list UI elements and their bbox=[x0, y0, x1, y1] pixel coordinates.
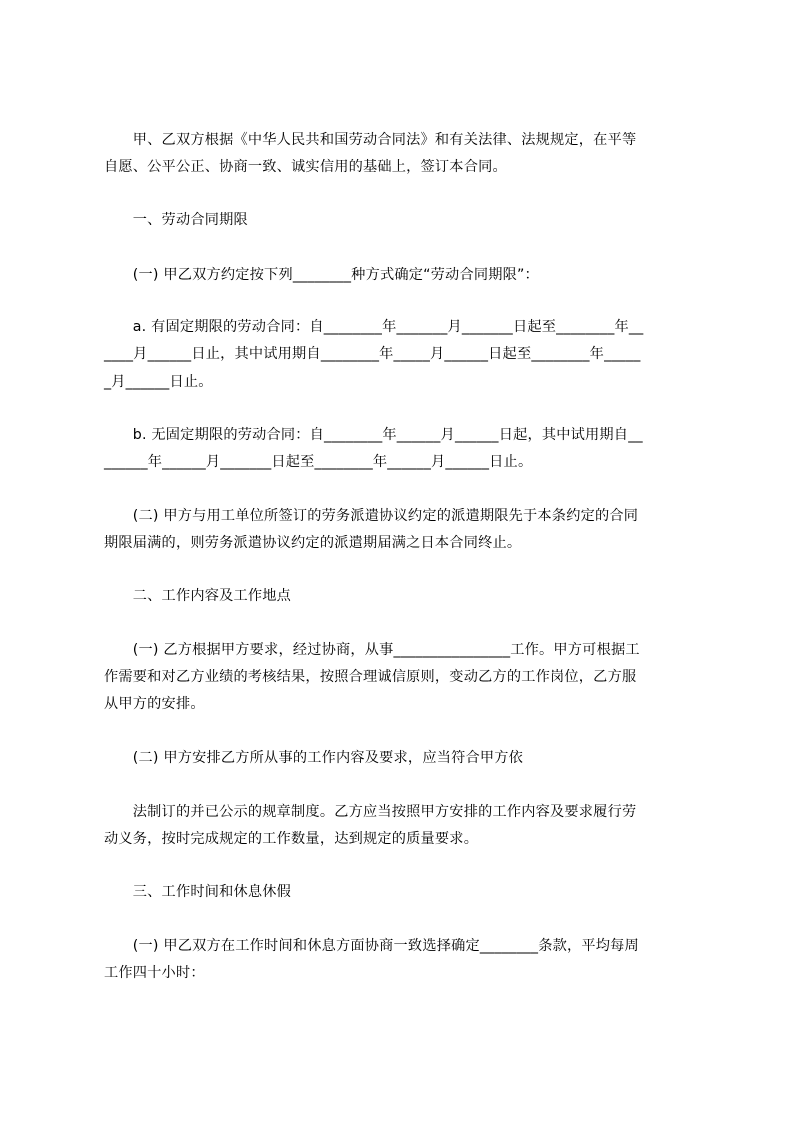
section-1-heading: 一、劳动合同期限 bbox=[104, 212, 248, 228]
clause-2-1-line-1: (一) 乙方根据甲方要求，经过协商，从事________________工作。甲方可根据工 bbox=[104, 642, 640, 658]
clause-1-2-line-1: (二) 甲方与用工单位所签订的劳务派遣协议约定的派遣期限先于本条约定的合同 bbox=[104, 508, 639, 524]
clause-1-b-line-1: b. 无固定期限的劳动合同：自________年______月______日起，其中试用期自__ bbox=[104, 427, 643, 443]
clause-3-1-line-2: 工作四十小时： bbox=[104, 965, 205, 981]
clause-1-b-line-2: ______年______月_______日起至________年______月______日止。 bbox=[104, 454, 533, 470]
clause-2-2-line-3: 动义务，按时完成规定的工作数量，达到规定的质量要求。 bbox=[104, 831, 479, 847]
intro-line-1: 甲、乙双方根据《中华人民共和国劳动合同法》和有关法律、法规规定，在平等 bbox=[104, 132, 637, 148]
intro-line-2: 自愿、公平公正、协商一致、诚实信用的基础上，签订本合同。 bbox=[104, 159, 507, 175]
clause-1-a-line-3: _月______日止。 bbox=[104, 374, 213, 390]
clause-2-2-line-2: 法制订的并已公示的规章制度。乙方应当按照甲方安排的工作内容及要求履行劳 bbox=[104, 804, 637, 820]
clause-1-a-line-1: a. 有固定期限的劳动合同：自________年_______月_______日起至________年__ bbox=[104, 319, 644, 335]
clause-1-2-line-2: 期限届满的，则劳务派遣协议约定的派遣期届满之日本合同终止。 bbox=[104, 535, 522, 551]
section-2-heading: 二、工作内容及工作地点 bbox=[104, 588, 292, 604]
clause-3-1-line-1: (一) 甲乙双方在工作时间和休息方面协商一致选择确定________条款，平均每周 bbox=[104, 938, 639, 954]
clause-1-a-line-2: ____月______日止，其中试用期自________年_____月______日起至________年_____ bbox=[104, 346, 641, 362]
clause-2-1-line-3: 从甲方的安排。 bbox=[104, 696, 205, 712]
clause-2-1-line-2: 作需要和对乙方业绩的考核结果，按照合理诚信原则，变动乙方的工作岗位，乙方服 bbox=[104, 669, 637, 685]
clause-1-1: (一) 甲乙双方约定按下列________种方式确定“劳动合同期限”： bbox=[104, 267, 539, 283]
clause-2-2-line-1: (二) 甲方安排乙方所从事的工作内容及要求，应当符合甲方依 bbox=[104, 750, 524, 766]
section-3-heading: 三、工作时间和休息休假 bbox=[104, 884, 292, 900]
